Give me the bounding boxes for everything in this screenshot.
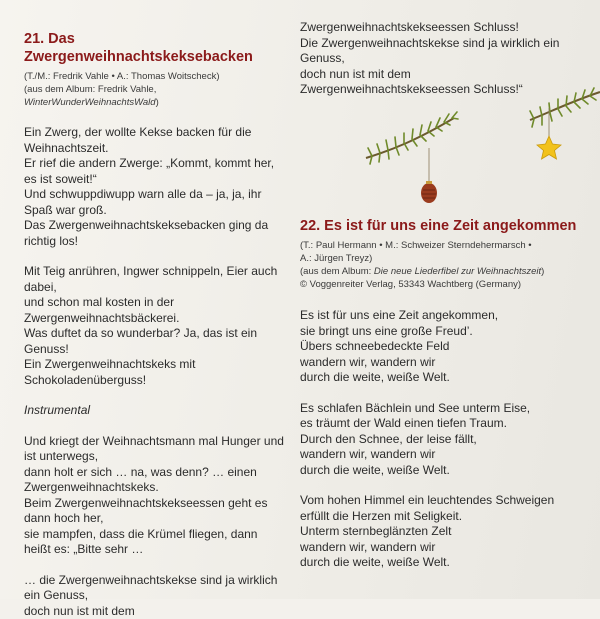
song-21-album-name-line: [24, 96, 286, 109]
song-21-verse-line: Beim Zwergenweihnachtskekseessen geht es: [24, 496, 286, 512]
song-22-verse-line: Durch den Schnee, der leise fällt,: [300, 432, 590, 448]
song-21-verse-line: Weihnachtszeit.: [24, 141, 286, 157]
song-21-verse-line: dann holt er sich … na, was denn? … einen: [24, 465, 286, 481]
song-21-stanza-3: [24, 434, 286, 558]
song-21-stanza-2: [24, 264, 286, 388]
song-21-album-suffix: ): [156, 97, 159, 108]
song-21-continuation-line: doch nun ist mit dem: [300, 67, 590, 83]
song-22-verse-line: erfüllt die Herzen mit Seligkeit.: [300, 509, 590, 525]
song-21-verse-line: heißt es: „Bitte sehr …: [24, 542, 286, 558]
song-21-verse-line: Zwergenweihnachtskeks.: [24, 480, 286, 496]
song-21-verse-line: Zwergenweihnachtsbäckerei.: [24, 311, 286, 327]
song-22-copyright: © Voggenreiter Verlag, 53343 Wachtberg (Germany): [300, 278, 590, 291]
song-21-verse-line: Und schwuppdiwupp warn alle da – ja, ja, ihr: [24, 187, 286, 203]
song-22-album-prefix: (aus dem Album:: [300, 266, 374, 277]
song-21-verse-line: Spaß war groß.: [24, 203, 286, 219]
song-22-verse-line: wandern wir, wandern wir: [300, 540, 590, 556]
song-21-verse-line: dabei,: [24, 280, 286, 296]
song-21-verse-line: Er rief die andern Zwerge: „Kommt, kommt her,: [24, 156, 286, 172]
song-21-verse-line: Schokoladenüberguss!: [24, 373, 286, 389]
song-22-album-suffix: ): [541, 266, 544, 277]
song-21-verse-line: Ein Zwergenweihnachtskeks mit: [24, 357, 286, 373]
song-21-continuation-line: Zwergenweihnachtskekseessen Schluss!“: [300, 82, 590, 98]
song-21-verse-line: richtig los!: [24, 234, 286, 250]
song-22-album-line: [300, 265, 590, 278]
song-22-verse-line: wandern wir, wandern wir: [300, 355, 590, 371]
song-22-verse-line: Vom hohen Himmel ein leuchtendes Schweigen: [300, 493, 590, 509]
song-21-verse-line: sie mampfen, dass die Krümel fliegen, dann: [24, 527, 286, 543]
song-21-album-line: (aus dem Album: Fredrik Vahle,: [24, 83, 286, 96]
song-22-verse-line: Übers schneebedeckte Feld: [300, 339, 590, 355]
song-22-credits-line-2: A.: Jürgen Treyz): [300, 252, 590, 265]
song-22-verse-line: Unterm sternbeglänzten Zelt: [300, 524, 590, 540]
song-22-verse-line: sie bringt uns eine große Freud’.: [300, 324, 590, 340]
song-21-verse-line: dann hoch her,: [24, 511, 286, 527]
song-21-verse-line: es ist soweit!“: [24, 172, 286, 188]
song-21-credits-line: (T./M.: Fredrik Vahle • A.: Thomas Woitscheck): [24, 70, 286, 83]
song-22-verse-line: Es ist für uns eine Zeit angekommen,: [300, 308, 590, 324]
song-21-verse-line: Und kriegt der Weihnachtsmann mal Hunger und: [24, 434, 286, 450]
star-ornament-icon: [534, 108, 564, 164]
pinecone-ornament-icon: [418, 148, 440, 206]
song-21-verse-line: Ein Zwerg, der wollte Kekse backen für die: [24, 125, 286, 141]
song-21-verse-line: und schon mal kosten in der: [24, 295, 286, 311]
song-22-verse-line: durch die weite, weiße Welt.: [300, 555, 590, 571]
instrumental-label: Instrumental: [24, 403, 286, 419]
song-21-verse-line: ist unterwegs,: [24, 449, 286, 465]
song-21-verse-line: Was duftet da so wunderbar? Ja, das ist ein: [24, 326, 286, 342]
song-21-verse-line: Genuss!: [24, 342, 286, 358]
song-21-verse-line: Das Zwergenweihnachtskeksebacken ging da: [24, 218, 286, 234]
song-21-continuation-line: Genuss,: [300, 51, 590, 67]
song-22-stanza-1: [300, 308, 590, 386]
song-22-verse-line: es träumt der Wald einen tiefen Traum.: [300, 416, 590, 432]
song-21-title: 21. Das Zwergenweihnachtskeksebacken: [24, 30, 286, 66]
song-22-block: [300, 217, 590, 571]
song-21-stanza-4: [24, 573, 286, 619]
song-22-album-name: Die neue Liederfibel zur Weihnachtszeit: [374, 266, 541, 277]
song-21-continuation-line: Die Zwergenweihnachtskekse sind ja wirklich ein: [300, 36, 590, 52]
song-22-credits-line-1: (T.: Paul Hermann • M.: Schweizer Sterndehermarsch •: [300, 239, 590, 252]
song-21-verse-line: ein Genuss,: [24, 588, 286, 604]
song-21-credits: [24, 70, 286, 109]
song-22-verse-line: wandern wir, wandern wir: [300, 447, 590, 463]
song-22-verse-line: durch die weite, weiße Welt.: [300, 370, 590, 386]
song-21-stanza-1: [24, 125, 286, 249]
song-21-verse-line: doch nun ist mit dem: [24, 604, 286, 619]
song-22-verse-line: durch die weite, weiße Welt.: [300, 463, 590, 479]
song-21-continuation-line: Zwergenweihnachtskekseessen Schluss!: [300, 20, 590, 36]
song-22-credits: [300, 239, 590, 291]
song-22-verse-line: Es schlafen Bächlein und See unterm Eise,: [300, 401, 590, 417]
song-22-title: 22. Es ist für uns eine Zeit angekommen: [300, 217, 590, 235]
song-22-stanza-3: [300, 493, 590, 571]
song-21-album-name: WinterWunderWeihnachtsWald: [24, 97, 156, 108]
song-21-verse-line: … die Zwergenweihnachtskekse sind ja wirklich: [24, 573, 286, 589]
song-21-verse-line: Mit Teig anrühren, Ingwer schnippeln, Eier auch: [24, 264, 286, 280]
left-column: [24, 30, 286, 619]
fir-branch-icon: [362, 100, 462, 170]
song-22-stanza-2: [300, 401, 590, 479]
